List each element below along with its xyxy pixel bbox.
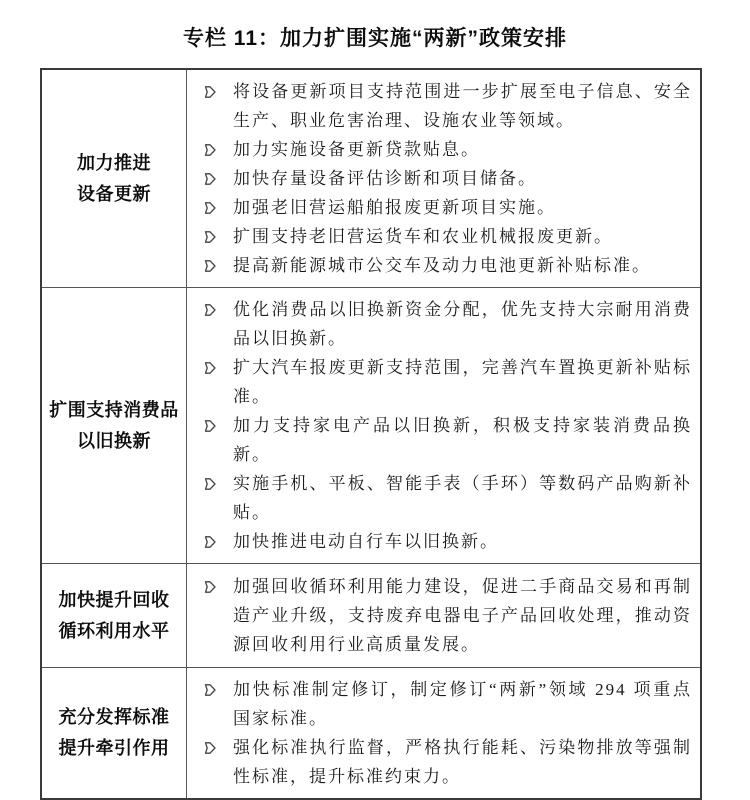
list-item: [203, 733, 692, 791]
hollow-right-arrow-icon: [203, 418, 217, 434]
row-label-line: 加力推进: [77, 152, 151, 173]
hollow-right-arrow-icon: [203, 302, 217, 318]
list-item: [203, 411, 692, 469]
hollow-right-arrow-icon: [203, 142, 217, 158]
hollow-right-arrow-icon: [203, 534, 217, 550]
item-text: 加快标准制定修订，制定修订“两新”领域 294 项重点国家标准。: [233, 680, 692, 728]
item-text: 加快存量设备评估诊断和项目储备。: [233, 169, 537, 188]
item-text: 提高新能源城市公交车及动力电池更新补贴标准。: [233, 256, 651, 275]
row-label-line: 设备更新: [77, 183, 151, 204]
hollow-right-arrow-icon: [203, 682, 217, 698]
row-label-standards: [42, 668, 187, 798]
row-content: [187, 668, 700, 798]
page-title: 专栏 11：加力扩围实施“两新”政策安排: [182, 27, 568, 50]
hollow-right-arrow-icon: [203, 171, 217, 187]
item-text: 实施手机、平板、智能手表（手环）等数码产品购新补贴。: [233, 474, 692, 522]
row-label-line: 加快提升回收: [58, 589, 170, 610]
policy-table: [40, 68, 702, 800]
item-text: 扩大汽车报废更新支持范围，完善汽车置换更新补贴标准。: [233, 358, 692, 406]
hollow-right-arrow-icon: [203, 360, 217, 376]
table-row: [42, 288, 700, 564]
item-text: 优化消费品以旧换新资金分配，优先支持大宗耐用消费品以旧换新。: [233, 300, 692, 348]
row-label-consumer-goods-tradein: [42, 288, 187, 563]
hollow-right-arrow-icon: [203, 200, 217, 216]
row-label-line: 充分发挥标准: [58, 707, 170, 727]
row-label-line: 扩围支持消费品: [49, 399, 179, 420]
list-item: [203, 251, 692, 280]
hollow-right-arrow-icon: [203, 579, 217, 595]
row-label-equipment-renewal: [42, 70, 187, 287]
list-item: [203, 164, 692, 193]
table-row: [42, 70, 700, 288]
row-content: [187, 564, 700, 667]
item-text: 加强回收循环利用能力建设，促进二手商品交易和再制造产业升级，支持废弃电器电子产品回收处理，推动资源回收利用行业高质量发展。: [233, 577, 692, 654]
hollow-right-arrow-icon: [203, 258, 217, 274]
list-item: [203, 469, 692, 527]
list-item: [203, 193, 692, 222]
table-row: [42, 668, 700, 798]
item-text: 加力实施设备更新贷款贴息。: [233, 140, 480, 159]
row-content: [187, 70, 700, 287]
row-label-line: 循环利用水平: [58, 620, 170, 641]
hollow-right-arrow-icon: [203, 740, 217, 756]
hollow-right-arrow-icon: [203, 229, 217, 245]
item-text: 将设备更新项目支持范围进一步扩展至电子信息、安全生产、职业危害治理、设施农业等领域。: [233, 82, 692, 130]
table-row: [42, 564, 700, 668]
list-item: [203, 77, 692, 135]
row-label-line: 提升牵引作用: [58, 738, 170, 758]
row-label-line: 以旧换新: [77, 430, 151, 451]
list-item: [203, 527, 692, 556]
list-item: [203, 295, 692, 353]
item-text: 扩围支持老旧营运货车和农业机械报废更新。: [233, 227, 613, 246]
list-item: [203, 572, 692, 659]
item-text: 加强老旧营运船舶报废更新项目实施。: [233, 198, 556, 217]
row-content: [187, 288, 700, 563]
item-text: 加快推进电动自行车以旧换新。: [233, 532, 499, 551]
list-item: [203, 135, 692, 164]
list-item: [203, 222, 692, 251]
list-item: [203, 675, 692, 733]
list-item: [203, 353, 692, 411]
row-label-recycling: [42, 564, 187, 667]
item-text: 加力支持家电产品以旧换新，积极支持家装消费品换新。: [233, 416, 692, 464]
item-text: 强化标准执行监督，严格执行能耗、污染物排放等强制性标准，提升标准约束力。: [233, 738, 692, 786]
hollow-right-arrow-icon: [203, 476, 217, 492]
hollow-right-arrow-icon: [203, 84, 217, 100]
